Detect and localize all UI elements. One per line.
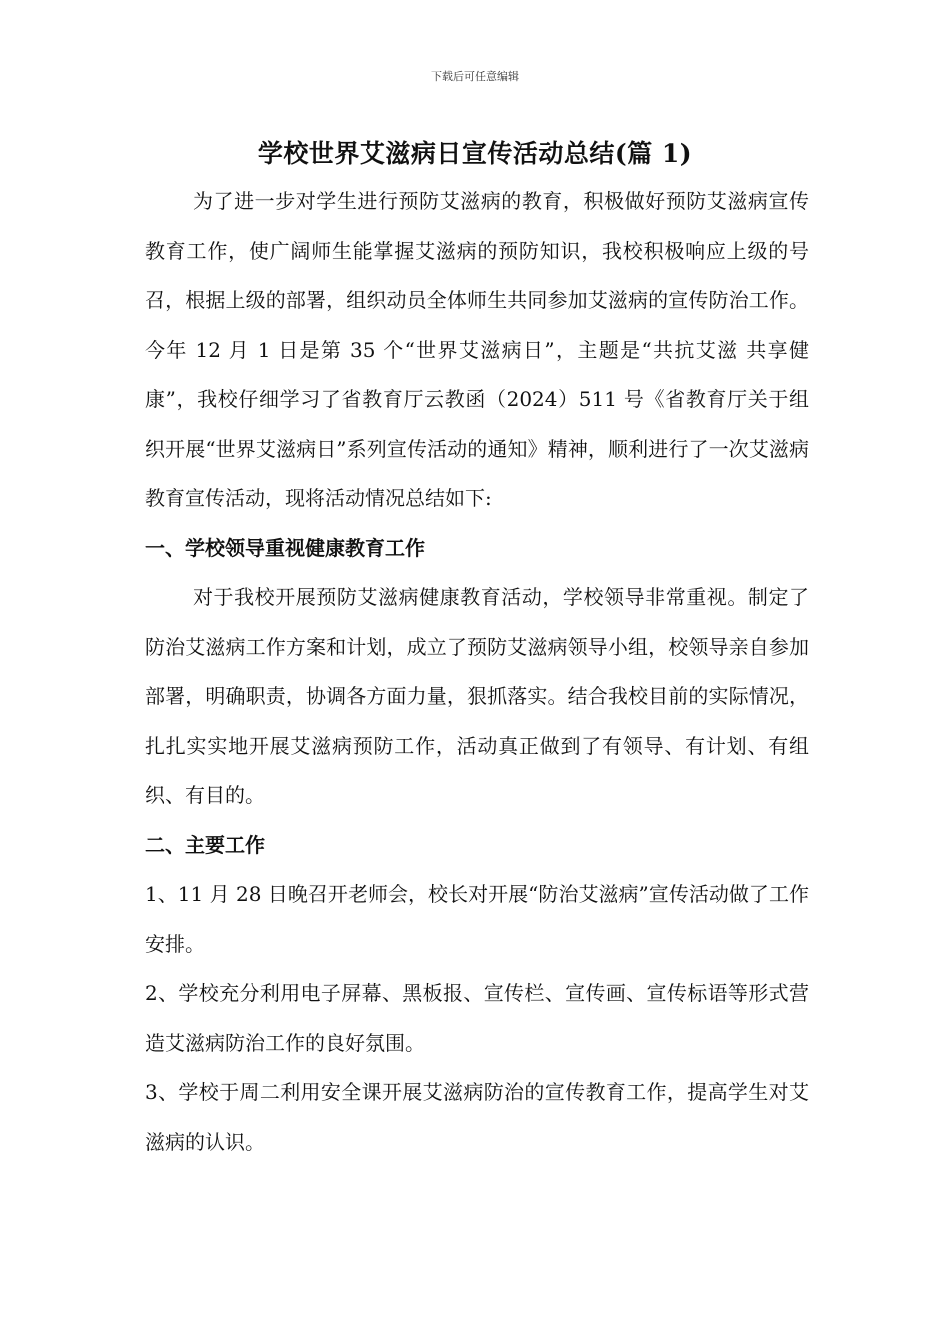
document-body xyxy=(145,177,809,1167)
section-1-heading: 一、学校领导重视健康教育工作 xyxy=(145,535,425,560)
list-item: 2、学校充分利用电子屏幕、黑板报、宣传栏、宣传画、宣传标语等形式营造艾滋病防治工作的良好氛围。 xyxy=(145,981,809,1055)
list-item: 3、学校于周二利用安全课开展艾滋病防治的宣传教育工作，提高学生对艾滋病的认识。 xyxy=(145,1080,809,1154)
section-1-paragraph: 对于我校开展预防艾滋病健康教育活动，学校领导非常重视。制定了防治艾滋病工作方案和计划，成立了预防艾滋病领导小组，校领导亲自参加部署，明确职责，协调各方面力量，狠抓落实。结合我校目前的实际情况，扎扎实实地开展艾滋病预防工作，活动真正做到了有领导、有计划、有组织、有目的。 xyxy=(145,585,809,807)
header-note: 下载后可任意编辑 xyxy=(431,70,519,83)
section-2-heading: 二、主要工作 xyxy=(145,832,265,857)
intro-paragraph: 为了进一步对学生进行预防艾滋病的教育，积极做好预防艾滋病宣传教育工作，使广阔师生能掌握艾滋病的预防知识，我校积极响应上级的号召，根据上级的部署，组织动员全体师生共同参加艾滋病的宣传防治工作。今年 12 月 1 日是第 35 个“世界艾滋病日”，主题是“共抗艾滋 共享健康”，我校仔细学习了省教育厅云教函（2024）511 号《省教育厅关于组织开展“世界艾滋病日”系列宣传活动的通知》精神，顺利进行了一次艾滋病教育宣传活动，现将活动情况总结如下: xyxy=(145,189,809,510)
list-item: 1、11 月 28 日晚召开老师会，校长对开展“防治艾滋病”宣传活动做了工作安排。 xyxy=(145,882,809,956)
document-title: 学校世界艾滋病日宣传活动总结(篇 1) xyxy=(257,139,693,168)
